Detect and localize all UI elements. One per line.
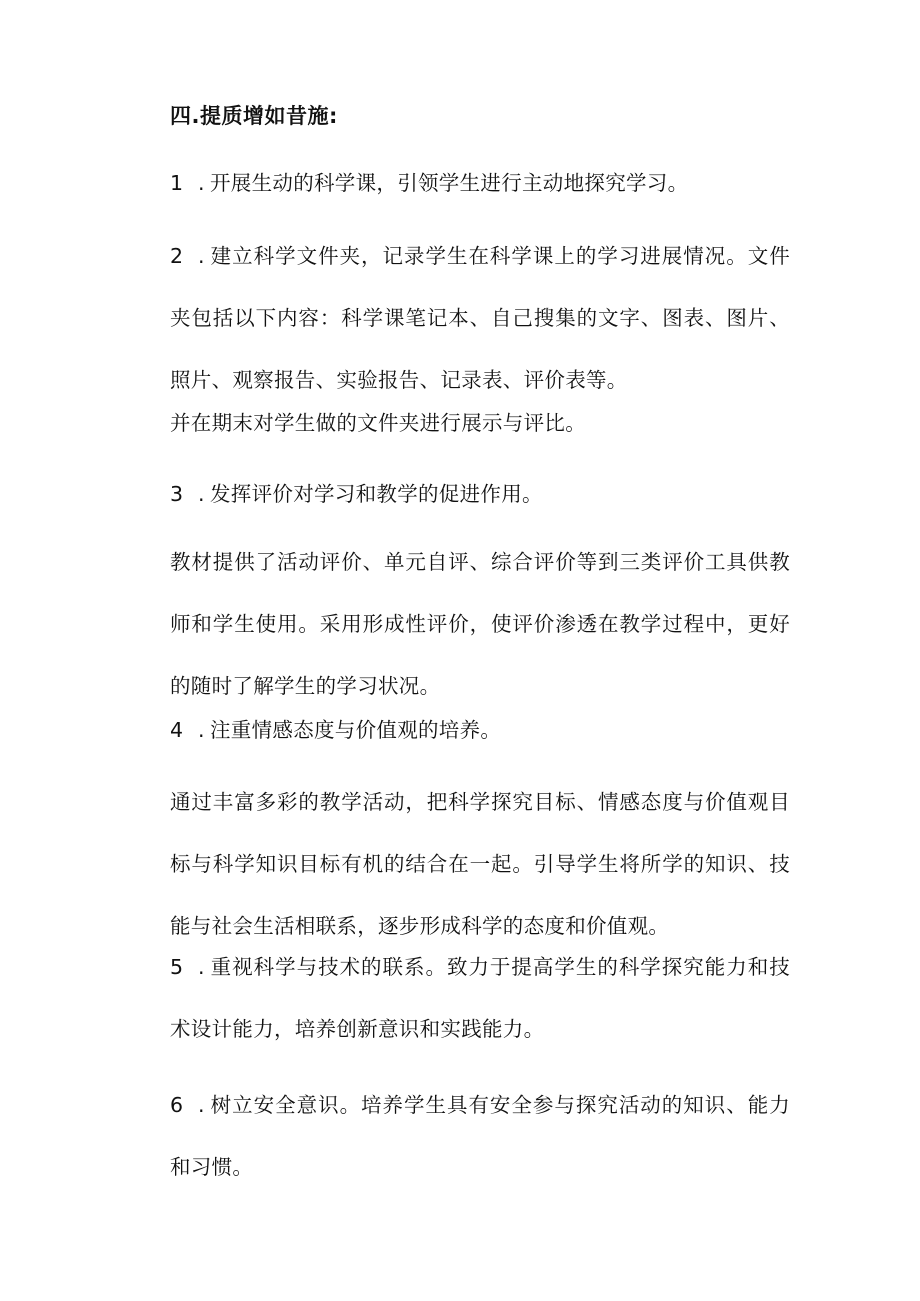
- paragraph: 教材提供了活动评价、单元自评、综合评价等到三类评价工具供教师和学生使用。采用形成性评价，使评价渗透在教学过程中，更好的随时了解学生的学习状况。: [170, 550, 790, 698]
- paragraph: 并在期末对学生做的文件夹进行展示与评比。: [170, 411, 586, 435]
- item-number: 3: [170, 482, 184, 506]
- item-number: 5: [170, 955, 184, 979]
- list-item: 5 . 重视科学与技术的联系。致力于提高学生的科学探究能力和技术设计能力，培养创新意识和实践能力。: [170, 936, 790, 1060]
- list-item: 1 . 开展生动的科学课，引领学生进行主动地探究学习。: [170, 152, 790, 214]
- list-item: 3 . 发挥评价对学习和教学的促进作用。: [170, 463, 790, 525]
- list-item: 6 . 树立安全意识。培养学生具有安全参与探究活动的知识、能力和习惯。: [170, 1074, 790, 1198]
- item-number: 2: [170, 244, 184, 268]
- item-number: 6: [170, 1093, 184, 1117]
- item-text: 注重情感态度与价值观的培养。: [210, 718, 502, 742]
- item-text: 发挥评价对学习和教学的促进作用。: [210, 482, 543, 506]
- item-text: 开展生动的科学课，引领学生进行主动地探究学习。: [210, 171, 689, 195]
- section-heading: 四.提质增如昔施:: [170, 104, 338, 128]
- item-text: 重视科学与技术的联系。致力于提高学生的科学探究能力和技术设计能力，培养创新意识和实践能力。: [170, 955, 790, 1041]
- item-text: 建立科学文件夹，记录学生在科学课上的学习进展情况。文件夹包括以下内容：科学课笔记本、自己搜集的文字、图表、图片、照片、观察报告、实验报告、记录表、评价表等。: [170, 244, 790, 392]
- paragraph: 通过丰富多彩的教学活动，把科学探究目标、情感态度与价值观目标与科学知识目标有机的结合在一起。引导学生将所学的知识、技能与社会生活相联系，逐步形成科学的态度和价值观。: [170, 790, 790, 938]
- list-item: 2 . 建立科学文件夹，记录学生在科学课上的学习进展情况。文件夹包括以下内容：科学课笔记本、自己搜集的文字、图表、图片、照片、观察报告、实验报告、记录表、评价表等。: [170, 225, 790, 411]
- list-item: 4 . 注重情感态度与价值观的培养。: [170, 699, 790, 761]
- item-number: 1: [170, 171, 184, 195]
- item-number: 4: [170, 718, 184, 742]
- item-text: 树立安全意识。培养学生具有安全参与探究活动的知识、能力和习惯。: [170, 1093, 790, 1179]
